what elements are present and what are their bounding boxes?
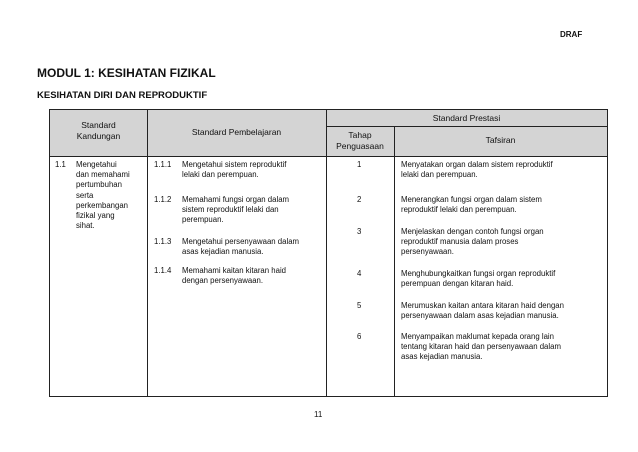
tafsiran-line: persenyawaan dalam asas kejadian manusia. xyxy=(401,311,559,321)
tahap-value: 5 xyxy=(357,301,362,310)
sp-code: 1.1.4 xyxy=(154,266,172,275)
tafsiran-line: Menjelaskan dengan contoh fungsi organ xyxy=(401,227,544,236)
sk-number: 1.1 xyxy=(55,160,66,169)
sp-code: 1.1.1 xyxy=(154,160,172,169)
tafsiran-line: asas kejadian manusia. xyxy=(401,352,483,362)
sk-line: dan memahami xyxy=(76,170,130,180)
header-tafsiran: Tafsiran xyxy=(485,135,516,145)
sp-line: asas kejadian manusia. xyxy=(182,247,264,257)
tahap-value: 3 xyxy=(357,227,362,236)
tafsiran-line: perempuan dengan kitaran haid. xyxy=(401,279,514,289)
sk-line: sihat. xyxy=(76,221,95,231)
header-standard-prestasi: Standard Prestasi xyxy=(432,113,501,123)
sp-line: Memahami kaitan kitaran haid xyxy=(182,266,287,275)
sp-text xyxy=(182,160,324,180)
sp-line: Memahami fungsi organ dalam xyxy=(182,195,290,204)
header-sk-line1: Standard xyxy=(81,120,116,130)
module-title: MODUL 1: KESIHATAN FIZIKAL xyxy=(37,66,216,80)
sk-line: pertumbuhan xyxy=(76,180,122,190)
sp-line: lelaki dan perempuan. xyxy=(182,170,259,180)
col-divider-3 xyxy=(394,127,395,396)
header-tahap-line2: Penguasaan xyxy=(336,141,384,151)
section-subtitle: KESIHATAN DIRI DAN REPRODUKTIF xyxy=(37,90,208,101)
sp-text xyxy=(182,195,324,226)
sk-line: Mengetahui xyxy=(76,160,117,169)
sk-line: perkembangan xyxy=(76,200,129,210)
tafsiran-line: tentang kitaran haid dan persenyawaan dalam xyxy=(401,342,561,352)
sp-line: Mengetahui sistem reproduktif xyxy=(182,160,287,169)
sp-line: dengan persenyawaan. xyxy=(182,276,264,286)
col-divider-2 xyxy=(326,110,327,396)
header-tahap-line1: Tahap xyxy=(348,130,372,140)
tafsiran-text xyxy=(401,269,606,289)
sk-line: fizikal yang xyxy=(76,211,115,221)
tafsiran-text xyxy=(401,301,606,321)
header-sk-line2: Kandungan xyxy=(76,131,121,141)
tafsiran-line: Menyampaikan maklumat kepada orang lain xyxy=(401,332,554,341)
col-divider-1 xyxy=(147,110,148,396)
sp-text xyxy=(182,266,324,286)
header-standard-pembelajaran: Standard Pembelajaran xyxy=(191,127,282,137)
sp-line: Mengetahui persenyawaan dalam xyxy=(182,237,300,246)
tafsiran-text xyxy=(401,195,606,215)
tafsiran-text xyxy=(401,227,606,258)
tahap-value: 6 xyxy=(357,332,362,341)
tafsiran-line: reproduktif manusia dalam proses xyxy=(401,237,519,247)
tahap-value: 4 xyxy=(357,269,362,278)
tahap-value: 2 xyxy=(357,195,362,204)
sp-code: 1.1.2 xyxy=(154,195,172,204)
sp-line: sistem reproduktif lelaki dan xyxy=(182,205,279,215)
tafsiran-line: reproduktif lelaki dan perempuan. xyxy=(401,205,517,215)
tafsiran-line: Menerangkan fungsi organ dalam sistem xyxy=(401,195,542,204)
tahap-value: 1 xyxy=(357,160,362,169)
sp-code: 1.1.3 xyxy=(154,237,172,246)
tafsiran-line: persenyawaan. xyxy=(401,247,454,257)
header-tahap-penguasaan xyxy=(326,130,394,152)
sk-text xyxy=(76,160,146,231)
sp-line: perempuan. xyxy=(182,215,224,225)
draft-label: DRAF xyxy=(560,30,583,39)
prestasi-header-divider xyxy=(326,126,607,127)
sk-line: serta xyxy=(76,190,94,200)
tafsiran-text xyxy=(401,332,606,363)
page-number: 11 xyxy=(314,410,323,419)
tafsiran-line: Merumuskan kaitan antara kitaran haid dengan xyxy=(401,301,564,310)
tafsiran-text xyxy=(401,160,606,180)
tafsiran-line: Menghubungkaitkan fungsi organ reproduktif xyxy=(401,269,556,278)
curriculum-table xyxy=(49,109,608,397)
header-standard-kandungan xyxy=(50,120,147,142)
tafsiran-line: Menyatakan organ dalam sistem reproduktif xyxy=(401,160,553,169)
sp-text xyxy=(182,237,324,257)
tafsiran-line: lelaki dan perempuan. xyxy=(401,170,478,180)
